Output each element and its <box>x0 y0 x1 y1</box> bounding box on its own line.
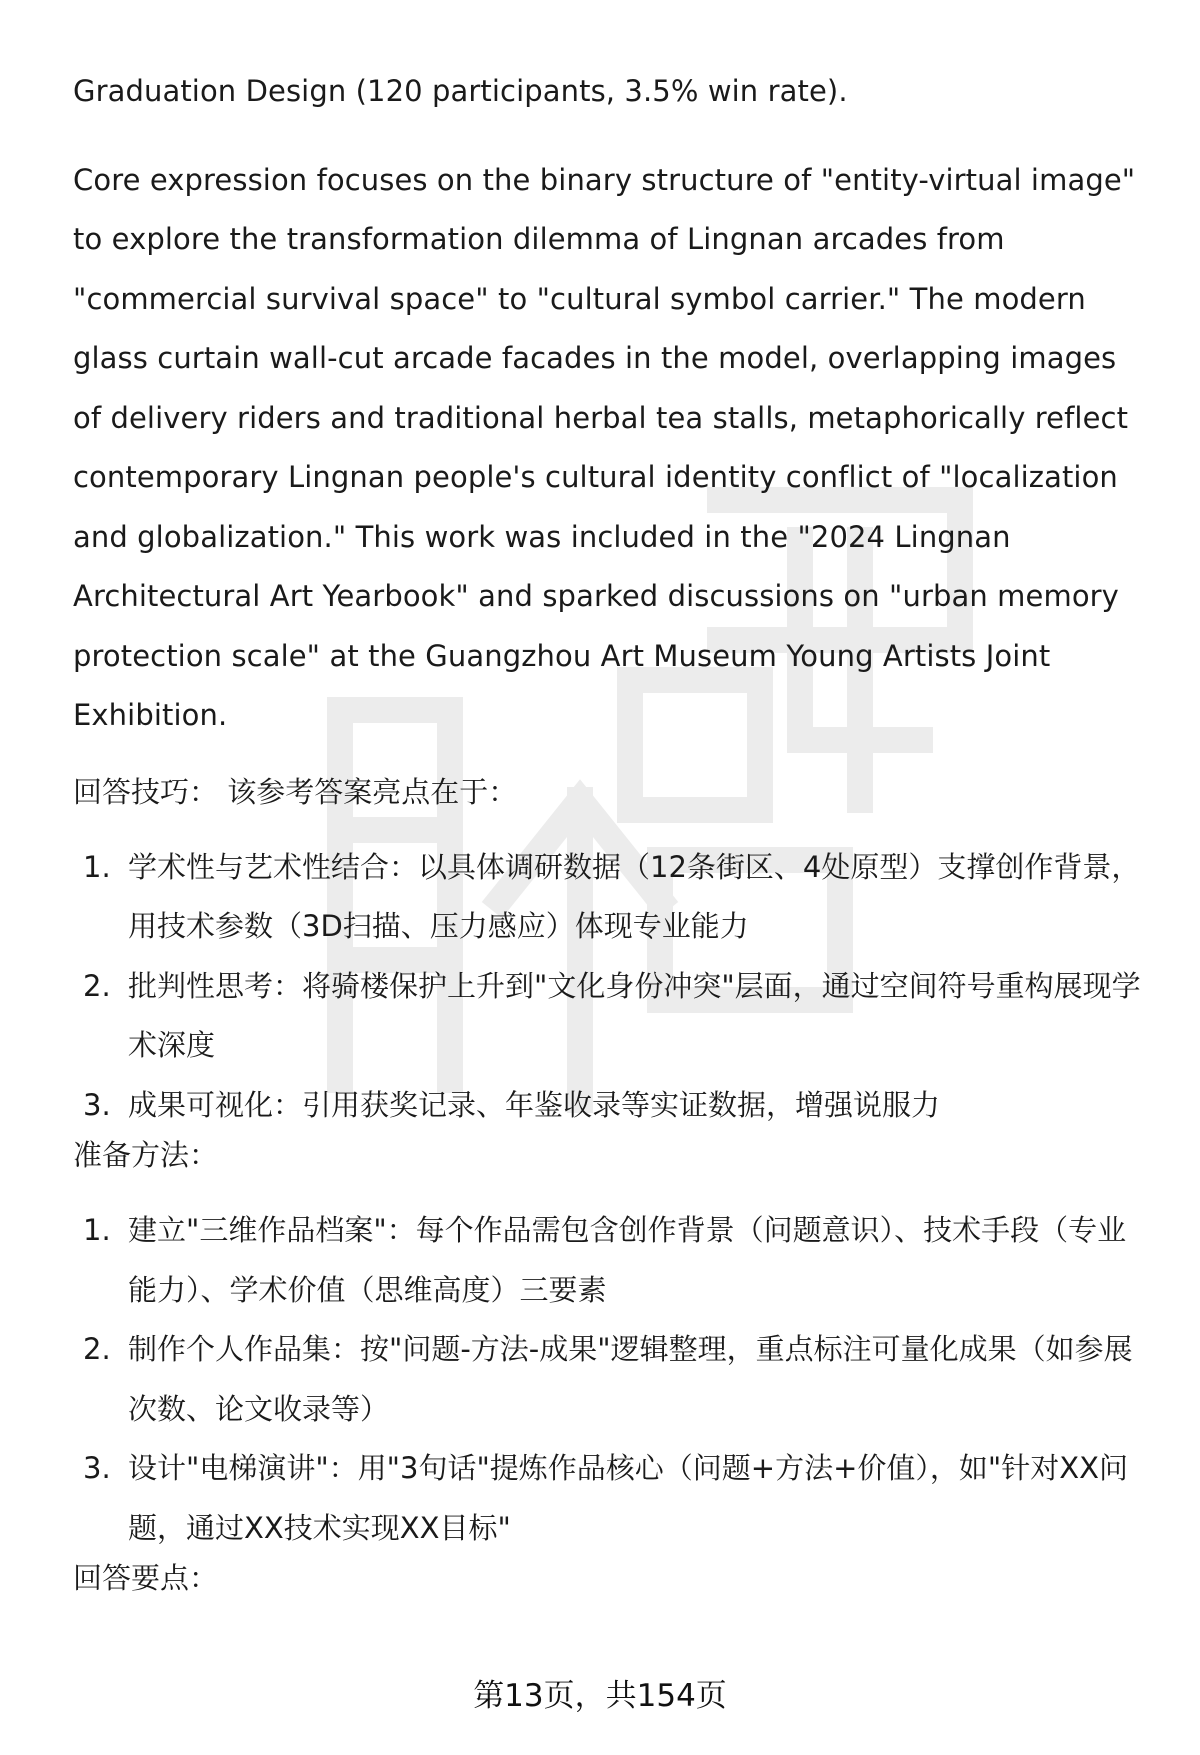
prep-list <box>73 1201 1153 1558</box>
document-body <box>73 62 1153 1598</box>
list-item <box>73 1439 1153 1558</box>
list-item <box>73 838 1153 957</box>
list-item <box>73 1320 1153 1439</box>
list-number: 1. <box>83 849 111 884</box>
tips-list <box>73 838 1153 1136</box>
paragraph-core-expression: Core expression focuses on the binary structure of "entity-virtual image" to explore the transformation dilemma of Lingnan arcades from "commercial survival space" to "cultural symbol carrier." The modern glass curtain wall-cut arcade facades in the model, overlapping images of delivery riders and traditional herbal tea stalls, metaphorically reflect contemporary Lingnan people's cultural identity conflict of "localization and globalization." This work was included in the "2024 Lingnan Architectural Art Yearbook" and sparked discussions on "urban memory protection scale" at the Guangzhou Art Museum Young Artists Joint Exhibition. <box>73 162 1136 732</box>
heading-prep-method: 准备方法： <box>73 1138 219 1172</box>
list-item <box>73 1201 1153 1320</box>
list-text: 批判性思考：将骑楼保护上升到"文化身份冲突"层面，通过空间符号重构展现学术深度 <box>128 968 1141 1062</box>
list-number: 2. <box>83 968 111 1003</box>
heading-key-points: 回答要点： <box>73 1561 219 1595</box>
list-text: 成果可视化：引用获奖记录、年鉴收录等实证数据，增强说服力 <box>128 1087 941 1122</box>
list-text: 设计"电梯演讲"：用"3句话"提炼作品核心（问题+方法+价值），如"针对XX问题，通过XX技术实现XX目标" <box>128 1451 1128 1545</box>
list-text: 建立"三维作品档案"：每个作品需包含创作背景（问题意识）、技术手段（专业能力）、学术价值（思维高度）三要素 <box>128 1213 1127 1307</box>
heading-answer-tips: 回答技巧： 该参考答案亮点在于： <box>73 774 518 809</box>
page-number-footer: 第13页，共154页 <box>473 1678 727 1714</box>
list-item <box>73 957 1153 1076</box>
list-number: 2. <box>83 1332 111 1366</box>
paragraph-award: Graduation Design (120 participants, 3.5% win rate). <box>73 74 848 108</box>
list-number: 3. <box>83 1451 111 1485</box>
list-text: 学术性与艺术性结合：以具体调研数据（12条街区、4处原型）支撑创作背景，用技术参数（3D扫描、压力感应）体现专业能力 <box>128 849 1141 943</box>
list-number: 1. <box>83 1213 111 1247</box>
list-number: 3. <box>83 1087 111 1122</box>
list-text: 制作个人作品集：按"问题-方法-成果"逻辑整理，重点标注可量化成果（如参展次数、论文收录等） <box>128 1332 1133 1426</box>
list-item <box>73 1076 1153 1136</box>
